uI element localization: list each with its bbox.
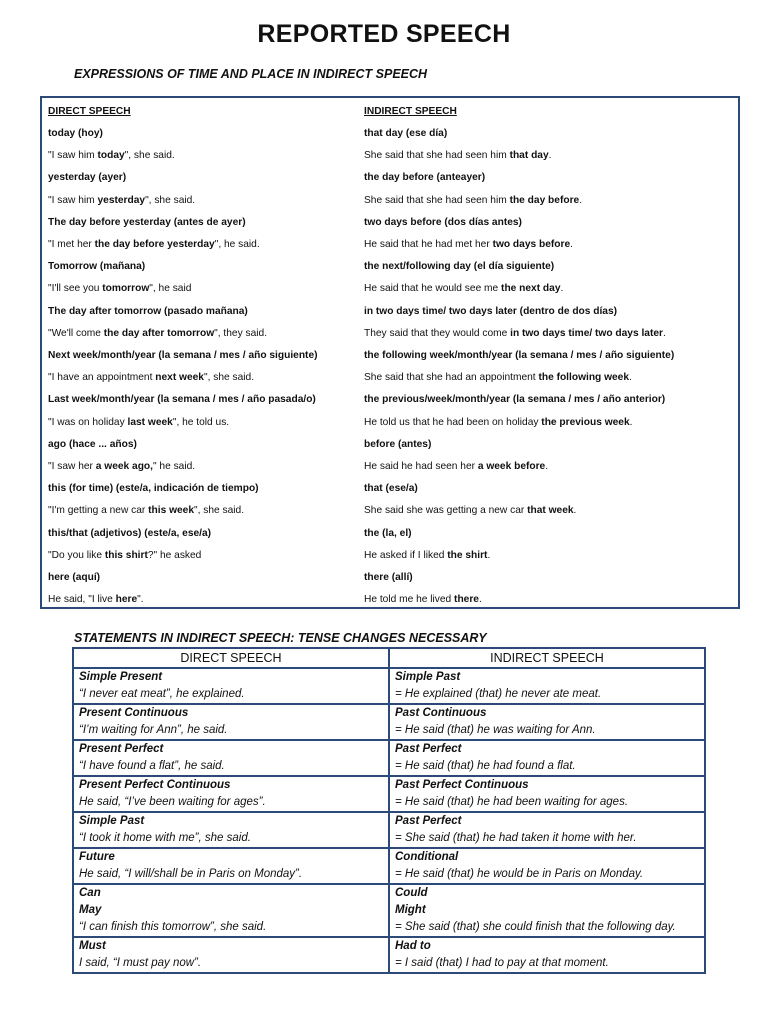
indirect-speech-cell	[364, 345, 674, 367]
table-row	[73, 668, 705, 704]
table-row	[42, 567, 738, 589]
example-sentence: = I said (that) I had to pay at that moment.	[395, 957, 609, 969]
tense-label: Past Perfect Continuous	[395, 779, 529, 791]
table-row	[73, 937, 705, 973]
tense-label: Must	[79, 940, 106, 952]
indirect-speech-cell	[364, 478, 418, 500]
tense-label: Had to	[395, 940, 431, 952]
indirect-speech-cell	[364, 434, 431, 456]
direct-speech-cell	[48, 301, 248, 323]
example-sentence: “I never eat meat”, he explained.	[79, 688, 245, 700]
indirect-speech-cell	[364, 278, 563, 300]
table-row	[42, 367, 738, 389]
direct-speech-cell	[48, 278, 191, 300]
indirect-speech-cell	[364, 567, 413, 589]
text-segment: Next week/month/year (la semana / mes / año siguiente)	[48, 350, 318, 361]
text-segment: the shirt	[447, 549, 488, 561]
table-row	[42, 500, 738, 522]
text-segment: ?" he asked	[147, 549, 202, 561]
text-segment: She said that she had seen him	[364, 194, 510, 206]
text-segment: before (antes)	[364, 438, 432, 450]
text-segment: the following week/month/year (la semana / mes / año siguiente)	[364, 350, 675, 361]
tense-label: Simple Past	[395, 671, 461, 683]
tense-label: Past Perfect	[395, 815, 462, 827]
direct-speech-cell	[48, 389, 316, 411]
table-header-row	[73, 648, 705, 668]
text-segment: He told us that he had been on holiday	[364, 416, 542, 428]
table-row	[42, 478, 738, 500]
tense-label: Conditional	[395, 851, 459, 863]
text-segment: "I'm getting a new car	[48, 505, 149, 517]
table-row	[42, 190, 738, 212]
direct-speech-cell	[73, 812, 389, 848]
direct-speech-cell	[48, 434, 137, 456]
tense-label: Past Continuous	[395, 707, 487, 719]
text-segment: She said she was getting a new car	[364, 505, 528, 517]
example-sentence: “I have found a flat”, he said.	[79, 760, 225, 772]
example-sentence: I said, “I must pay now”.	[79, 957, 202, 969]
page-title: REPORTED SPEECH	[257, 20, 511, 48]
table-row	[42, 234, 738, 256]
text-segment: .	[570, 239, 573, 250]
text-segment: "Do you like	[48, 549, 105, 561]
text-segment: .	[629, 416, 633, 428]
text-segment: They said that they would come	[364, 327, 511, 339]
indirect-speech-cell	[364, 145, 551, 167]
indirect-speech-cell	[364, 500, 576, 522]
text-segment: last week	[127, 416, 173, 428]
indirect-speech-cell	[389, 704, 705, 740]
text-segment: .	[478, 594, 482, 606]
indirect-speech-header: INDIRECT SPEECH	[364, 106, 457, 117]
direct-speech-cell	[73, 884, 389, 937]
text-segment: He asked if I liked	[364, 549, 448, 561]
example-sentence: “I’m waiting for Ann”, he said.	[79, 724, 228, 736]
direct-speech-cell	[48, 456, 195, 478]
text-segment: the day before yesterday	[94, 239, 215, 250]
table-row	[42, 389, 738, 411]
example-sentence: = She said (that) he had taken it home with her.	[395, 832, 637, 844]
example-sentence: = She said (that) she could finish that the following day.	[395, 921, 676, 933]
text-segment: ", she said.	[145, 194, 196, 206]
direct-speech-cell	[73, 937, 389, 973]
table-row	[73, 884, 705, 937]
text-segment: there (allí)	[364, 572, 413, 583]
text-segment: the following week	[538, 372, 630, 384]
indirect-speech-header: INDIRECT SPEECH	[389, 648, 705, 668]
tense-label: Past Perfect	[395, 743, 462, 755]
direct-speech-cell	[48, 256, 145, 278]
table-row	[73, 776, 705, 812]
indirect-speech-cell	[364, 190, 582, 212]
tense-label: Present Continuous	[79, 707, 189, 719]
text-segment: that week	[527, 505, 574, 517]
indirect-speech-cell	[364, 301, 617, 323]
text-segment: The day after tomorrow (pasado mañana)	[48, 305, 248, 317]
table-row	[42, 456, 738, 478]
direct-speech-header: DIRECT SPEECH	[73, 648, 389, 668]
text-segment: "I saw her	[48, 461, 96, 472]
direct-speech-cell	[48, 523, 211, 545]
text-segment: a week before	[477, 461, 546, 472]
table-row	[42, 301, 738, 323]
direct-speech-cell	[73, 776, 389, 812]
tense-label: Simple Present	[79, 671, 163, 683]
text-segment: "I met her	[48, 239, 95, 250]
example-sentence: He said, “I’ve been waiting for ages”.	[79, 796, 266, 808]
text-segment: here	[115, 594, 138, 606]
table-row	[42, 145, 738, 167]
table-row	[73, 812, 705, 848]
direct-speech-cell	[48, 190, 195, 212]
tense-label: Present Perfect Continuous	[79, 779, 231, 791]
text-segment: ", she said.	[203, 372, 255, 384]
table-row	[42, 589, 738, 611]
section-heading-time-place: EXPRESSIONS OF TIME AND PLACE IN INDIRECT SPEECH	[74, 67, 428, 81]
example-sentence: = He said (that) he had been waiting for ages.	[395, 796, 629, 808]
direct-speech-cell	[48, 345, 318, 367]
tense-label: Present Perfect	[79, 743, 164, 755]
text-segment: yesterday (ayer)	[48, 172, 127, 184]
text-segment: .	[548, 150, 552, 162]
example-sentence: = He said (that) he was waiting for Ann.	[395, 724, 596, 736]
direct-speech-cell	[48, 478, 259, 500]
section-heading-tense-changes: STATEMENTS IN INDIRECT SPEECH: TENSE CHANGES NECESSARY	[74, 631, 487, 645]
indirect-speech-cell	[364, 523, 412, 545]
table-row	[42, 323, 738, 345]
indirect-speech-cell	[364, 212, 522, 234]
direct-speech-cell	[48, 567, 100, 589]
text-segment: The day before yesterday (antes de ayer)	[48, 216, 246, 228]
text-segment: in two days time/ two days later	[510, 327, 663, 339]
text-segment: "I have an appointment	[48, 372, 156, 384]
indirect-speech-cell	[389, 884, 705, 937]
text-segment: ", she said.	[124, 150, 175, 162]
text-segment: "We'll come	[48, 327, 104, 339]
tense-label: May	[79, 904, 102, 916]
indirect-speech-cell	[389, 937, 705, 973]
example-sentence: “I can finish this tomorrow”, she said.	[79, 921, 267, 933]
text-segment: .	[629, 372, 632, 384]
tense-label: Can	[79, 887, 101, 899]
example-sentence: = He said (that) he would be in Paris on Monday.	[395, 868, 644, 880]
indirect-speech-cell	[364, 412, 632, 434]
text-segment: this (for time) (este/a, indicación de tiempo)	[48, 483, 259, 495]
text-segment: tomorrow	[102, 283, 150, 295]
direct-speech-header: DIRECT SPEECH	[48, 106, 131, 117]
indirect-speech-cell	[389, 776, 705, 812]
text-segment: He said he had seen her	[364, 461, 478, 472]
text-segment: the day before	[509, 194, 580, 206]
direct-speech-cell	[48, 323, 267, 345]
indirect-speech-cell	[364, 545, 490, 567]
indirect-speech-cell	[364, 389, 665, 411]
direct-speech-cell	[73, 704, 389, 740]
text-segment: ", he told us.	[172, 416, 230, 428]
direct-speech-cell	[48, 545, 201, 567]
direct-speech-cell	[48, 212, 246, 234]
text-segment: the next/following day (el día siguiente)	[364, 261, 555, 273]
tense-label: Could	[395, 887, 428, 899]
indirect-speech-cell	[364, 234, 573, 256]
indirect-speech-cell	[364, 323, 666, 345]
table-row	[42, 123, 738, 145]
table-row	[73, 704, 705, 740]
table-row	[42, 545, 738, 567]
table-row	[73, 740, 705, 776]
direct-speech-cell	[48, 123, 103, 145]
text-segment: ", they said.	[214, 327, 268, 339]
text-segment: He said that he would see me	[364, 283, 502, 295]
text-segment: She said that she had seen him	[364, 150, 510, 162]
text-segment: .	[487, 549, 491, 561]
direct-speech-cell	[48, 167, 126, 189]
text-segment: today (hoy)	[48, 128, 103, 139]
text-segment: Last week/month/year (la semana / mes / año pasada/o)	[48, 394, 316, 406]
tense-label: Future	[79, 851, 115, 863]
table-row	[42, 256, 738, 278]
direct-speech-cell	[48, 589, 144, 611]
text-segment: .	[545, 461, 549, 472]
direct-speech-cell	[48, 412, 229, 434]
text-segment: in two days time/ two days later (dentro de dos días)	[364, 305, 618, 317]
direct-speech-cell	[73, 848, 389, 884]
direct-speech-cell	[48, 500, 244, 522]
text-segment: the day after tomorrow	[103, 327, 215, 339]
text-segment: the previous/week/month/year (la semana / mes / año anterior)	[364, 394, 666, 406]
direct-speech-cell	[73, 740, 389, 776]
example-sentence: “I took it home with me”, she said.	[79, 832, 251, 844]
text-segment: Tomorrow (mañana)	[48, 261, 146, 273]
text-segment: this/that (adjetivos) (este/a, ese/a)	[48, 527, 212, 539]
time-place-box	[40, 96, 740, 609]
indirect-speech-cell	[364, 256, 554, 278]
text-segment: this week	[148, 505, 194, 517]
tense-changes-table	[72, 647, 706, 974]
indirect-speech-cell	[364, 123, 447, 145]
text-segment: that (ese/a)	[364, 483, 418, 495]
table-row	[42, 345, 738, 367]
text-segment: ", he said.	[214, 239, 260, 250]
text-segment: .	[560, 283, 564, 295]
table-row	[42, 212, 738, 234]
indirect-speech-cell	[364, 367, 632, 389]
indirect-speech-cell	[364, 589, 482, 611]
text-segment: next week	[155, 372, 204, 384]
text-segment: ".	[137, 594, 144, 606]
text-segment: the day before (anteayer)	[364, 172, 486, 184]
indirect-speech-cell	[389, 848, 705, 884]
direct-speech-cell	[48, 234, 260, 256]
text-segment: ", she said.	[194, 505, 245, 517]
indirect-speech-cell	[364, 167, 485, 189]
indirect-speech-cell	[364, 456, 548, 478]
text-segment: He said that he had met her	[364, 239, 493, 250]
text-segment: .	[662, 327, 666, 339]
table-row	[42, 434, 738, 456]
text-segment: that day	[509, 150, 549, 162]
example-sentence: = He said (that) he had found a flat.	[395, 760, 576, 772]
tense-label: Simple Past	[79, 815, 145, 827]
text-segment: .	[573, 505, 577, 517]
tense-label: Might	[395, 904, 426, 916]
text-segment: "I saw him	[48, 150, 98, 162]
table-row	[73, 848, 705, 884]
indirect-speech-cell	[389, 668, 705, 704]
text-segment: " he said.	[152, 461, 196, 472]
direct-speech-cell	[48, 145, 175, 167]
text-segment: this shirt	[104, 549, 148, 561]
table-row	[42, 167, 738, 189]
text-segment: the next day	[501, 283, 561, 295]
text-segment: "I'll see you	[48, 283, 103, 295]
example-sentence: = He explained (that) he never ate meat.	[395, 688, 602, 700]
text-segment: that day (ese día)	[364, 128, 448, 139]
table-row	[42, 412, 738, 434]
table-row	[42, 278, 738, 300]
text-segment: He told me he lived	[364, 594, 455, 606]
text-segment: a week ago,	[95, 461, 153, 472]
indirect-speech-cell	[389, 812, 705, 848]
text-segment: "I was on holiday	[48, 416, 128, 428]
text-segment: "I saw him	[48, 194, 98, 206]
indirect-speech-cell	[389, 740, 705, 776]
direct-speech-cell	[73, 668, 389, 704]
text-segment: there	[454, 594, 479, 606]
table-row	[42, 523, 738, 545]
text-segment: today	[97, 150, 125, 162]
direct-speech-cell	[48, 367, 254, 389]
text-segment: the previous week	[541, 416, 630, 428]
text-segment: two days before	[492, 239, 571, 250]
text-segment: here (aquí)	[48, 572, 101, 583]
text-segment: the (la, el)	[364, 527, 412, 539]
text-segment: He said, "I live	[48, 594, 116, 606]
text-segment: two days before (dos días antes)	[364, 216, 522, 228]
text-segment: She said that she had an appointment	[364, 372, 539, 384]
text-segment: .	[579, 194, 583, 206]
text-segment: ago (hace ... años)	[48, 438, 137, 450]
table-header-row	[42, 101, 738, 123]
text-segment: ", he said	[149, 283, 192, 295]
example-sentence: He said, “I will/shall be in Paris on Monday”.	[79, 868, 303, 880]
text-segment: yesterday	[97, 194, 146, 206]
